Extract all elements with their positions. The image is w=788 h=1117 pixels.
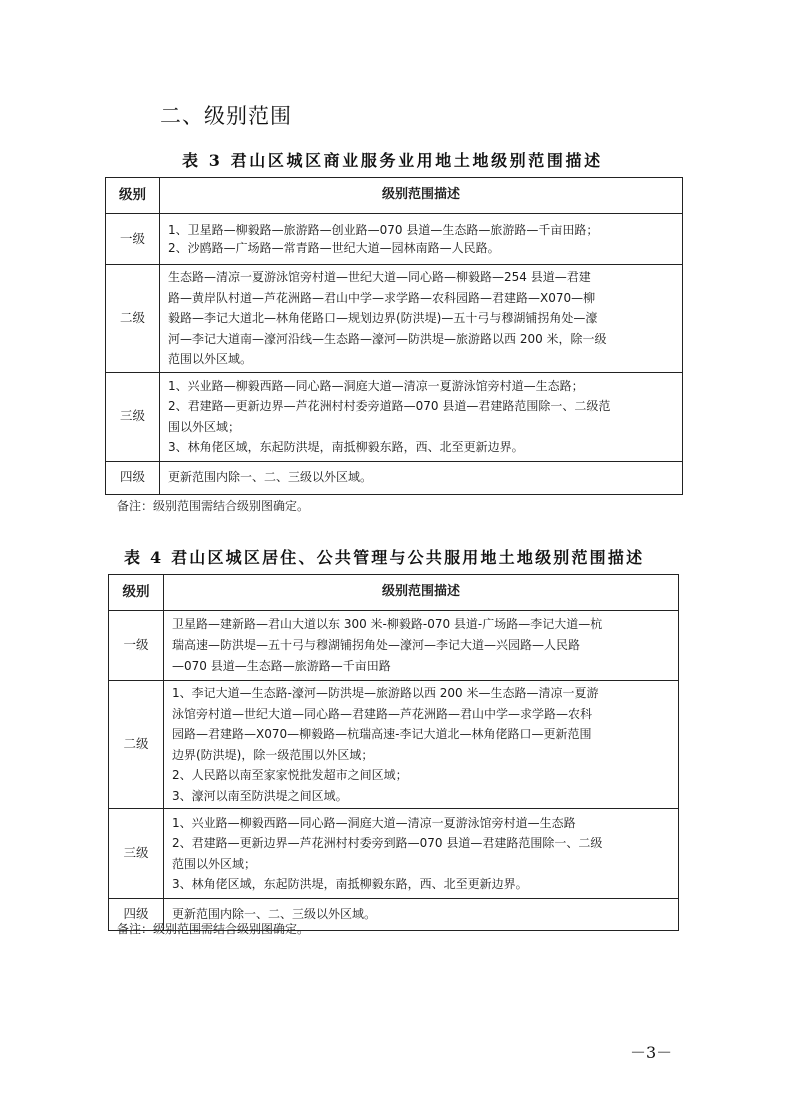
description-line: 范围以外区域；	[172, 856, 257, 871]
section-heading: 二、级别范围	[160, 104, 292, 128]
description-cell	[160, 265, 683, 373]
description-line: 生态路—清凉一夏游泳馆旁村道—世纪大道—同心路—柳毅路—254 县道—君建	[168, 270, 591, 284]
description-line: 3、林角佬区域，东起防洪堤，南抵柳毅东路，西、北至更新边界。	[172, 877, 528, 891]
description-line: 3、濠河以南至防洪堤之间区域。	[172, 788, 348, 803]
description-cell	[164, 681, 679, 809]
description-line: 2、君建路—更新边界—芦花洲村村委旁到路—070 县道—君建路范围除一、二级	[172, 836, 603, 850]
description-line: 1、卫星路—柳毅路—旅游路—创业路—070 县道—生态路—旅游路—千亩田路；	[168, 222, 599, 237]
description-column-header: 级别范围描述	[164, 575, 679, 611]
grade-cell: 四级	[106, 461, 160, 494]
description-line: 毅路—李记大道北—林角佬路口—规划边界(防洪堤)—五十弓与穆湖铺拐角处—濠	[168, 311, 598, 325]
grade-cell: 三级	[109, 809, 164, 899]
description-line: 河—李记大道南—濠河沿线—生态路—濠河—防洪堤—旅游路以西 200 米，除一级	[168, 331, 607, 346]
description-line: 园路—君建路—X070—柳毅路—杭瑞高速-李记大道北—林角佬路口—更新范围	[172, 727, 592, 741]
description-line: 1、李记大道—生态路-濠河—防洪堤—旅游路以西 200 米—生态路—清凉一夏游	[172, 686, 599, 700]
description-cell	[164, 611, 679, 681]
table-row	[106, 214, 683, 265]
grade-cell: 二级	[109, 681, 164, 809]
description-cell	[160, 372, 683, 461]
table-header-row	[106, 178, 683, 214]
description-column-header: 级别范围描述	[160, 178, 683, 214]
description-line: 2、君建路—更新边界—芦花洲村村委旁道路—070 县道—君建路范围除一、二级范	[168, 399, 611, 413]
description-line: 范围以外区域。	[168, 352, 253, 366]
description-cell	[160, 214, 683, 265]
description-line: —070 县道—生态路—旅游路—千亩田路	[172, 659, 391, 673]
description-line: 更新范围内除一、二、三级以外区域。	[168, 470, 373, 485]
description-line: 瑞高速—防洪堤—五十弓与穆湖铺拐角处—濠河—李记大道—兴园路—人民路	[172, 638, 581, 652]
table-header-row	[109, 575, 679, 611]
description-line: 卫星路—建新路—君山大道以东 300 米-柳毅路-070 县道-广场路—李记大道—杭	[172, 617, 603, 631]
description-line: 边界(防洪堤)，除一级范围以外区域；	[172, 747, 374, 762]
page-number: －3－	[630, 1043, 673, 1062]
grade-column-header: 级别	[106, 178, 160, 214]
description-cell	[164, 809, 679, 899]
description-cell	[160, 461, 683, 494]
table-3-note: 备注：级别范围需结合级别图确定。	[117, 499, 310, 513]
table-4-title: 表 4 君山区城区居住、公共管理与公共服用地土地级别范围描述	[124, 548, 645, 567]
description-line: 2、沙鸥路—广场路—常青路—世纪大道—园林南路—人民路。	[168, 241, 500, 255]
description-line: 路—黄岸队村道—芦花洲路—君山中学—求学路—农科园路—君建路—X070—柳	[168, 290, 596, 305]
grade-cell: 四级	[109, 899, 164, 931]
description-line: 更新范围内除一、二、三级以外区域。	[172, 907, 377, 922]
description-line: 泳馆旁村道—世纪大道—同心路—君建路—芦花洲路—君山中学—求学路—农科	[172, 706, 593, 721]
description-line: 2、人民路以南至家家悦批发超市之间区域；	[172, 768, 408, 782]
grade-cell: 三级	[106, 372, 160, 461]
table-row	[106, 265, 683, 373]
table-row	[106, 461, 683, 494]
table-4-note: 备注：级别范围需结合级别图确定。	[117, 922, 310, 936]
table-3-title: 表 3 君山区城区商业服务业用地土地级别范围描述	[182, 151, 603, 170]
grade-cell: 一级	[109, 611, 164, 681]
description-line: 3、林角佬区域，东起防洪堤，南抵柳毅东路，西、北至更新边界。	[168, 440, 524, 454]
table-row	[106, 372, 683, 461]
grade-column-header: 级别	[109, 575, 164, 611]
table-4	[108, 574, 679, 931]
grade-cell: 二级	[106, 265, 160, 373]
table-row	[109, 681, 679, 809]
table-row	[109, 611, 679, 681]
grade-cell: 一级	[106, 214, 160, 265]
table-row	[109, 809, 679, 899]
description-line: 围以外区域；	[168, 419, 241, 434]
table-3	[105, 177, 683, 495]
description-line: 1、兴业路—柳毅西路—同心路—洞庭大道—清凉一夏游泳馆旁村道—生态路	[172, 815, 576, 830]
description-line: 1、兴业路—柳毅西路—同心路—洞庭大道—清凉一夏游泳馆旁村道—生态路；	[168, 378, 584, 393]
